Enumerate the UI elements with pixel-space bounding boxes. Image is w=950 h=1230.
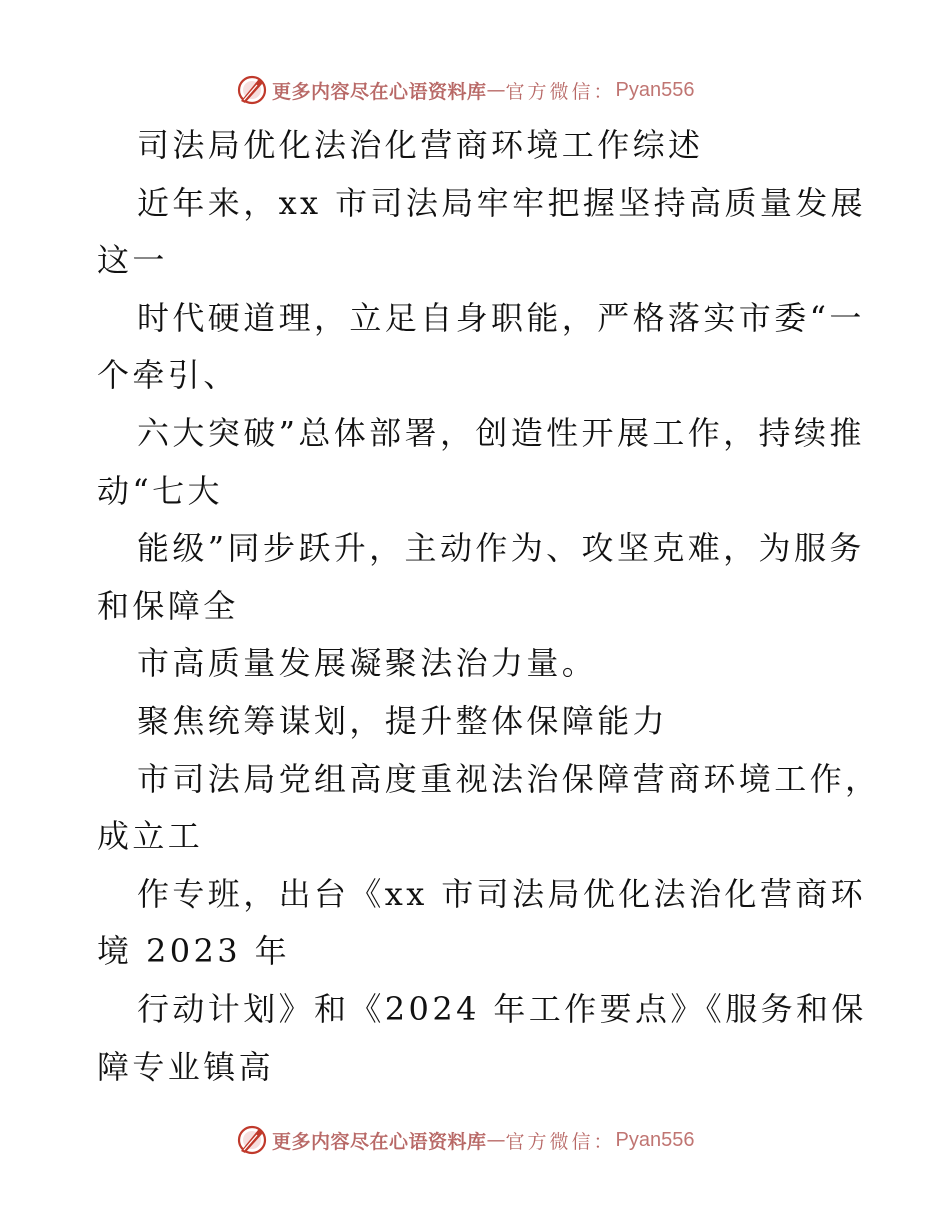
text-line: 行动计划》和《2024 年工作要点》《服务和保	[137, 989, 867, 1028]
banner-wechat-id: Pyan556	[615, 1128, 695, 1151]
text-line: 市司法局党组高度重视法治保障营商环境工作，	[137, 759, 881, 798]
text-line: 近年来，xx 市司法局牢牢把握坚持高质量发展	[137, 183, 867, 222]
text-line: 动“七大	[97, 471, 223, 510]
banner-wechat-label: 官方微信：	[505, 1130, 616, 1153]
text-line: 和保障全	[97, 586, 239, 625]
banner-wechat-id: Pyan556	[615, 78, 695, 101]
header-watermark-banner	[236, 73, 695, 107]
quill-pen-seal-icon	[236, 74, 268, 106]
text-line: 个牵引、	[97, 356, 239, 395]
section-heading: 聚焦统筹谋划，提升整体保障能力	[137, 701, 669, 740]
text-line: 时代硬道理，立足自身职能，严格落实市委“一	[137, 298, 865, 337]
text-line: 作专班，出台《xx 市司法局优化法治化营商环	[137, 874, 867, 913]
banner-wechat-label: 官方微信：	[505, 80, 616, 103]
text-line: 这一	[97, 241, 168, 280]
text-line: 市高质量发展凝聚法治力量。	[137, 644, 598, 683]
banner-separator: —	[486, 79, 506, 101]
quill-pen-seal-icon	[236, 1124, 268, 1156]
text-line: 障专业镇高	[97, 1047, 275, 1086]
footer-watermark-banner	[236, 1123, 695, 1157]
banner-main-text: 更多内容尽在心语资料库	[272, 1130, 487, 1153]
document-title: 司法局优化法治化营商环境工作综述	[137, 126, 704, 164]
text-line: 成立工	[97, 817, 204, 856]
text-line: 境 2023 年	[97, 932, 290, 971]
text-line: 能级”同步跃升，主动作为、攻坚克难，为服务	[137, 529, 865, 568]
text-line: 六大突破”总体部署，创造性开展工作，持续推	[137, 413, 865, 452]
document-body	[97, 117, 881, 1096]
banner-main-text: 更多内容尽在心语资料库	[272, 80, 487, 103]
banner-separator: —	[486, 1129, 506, 1151]
